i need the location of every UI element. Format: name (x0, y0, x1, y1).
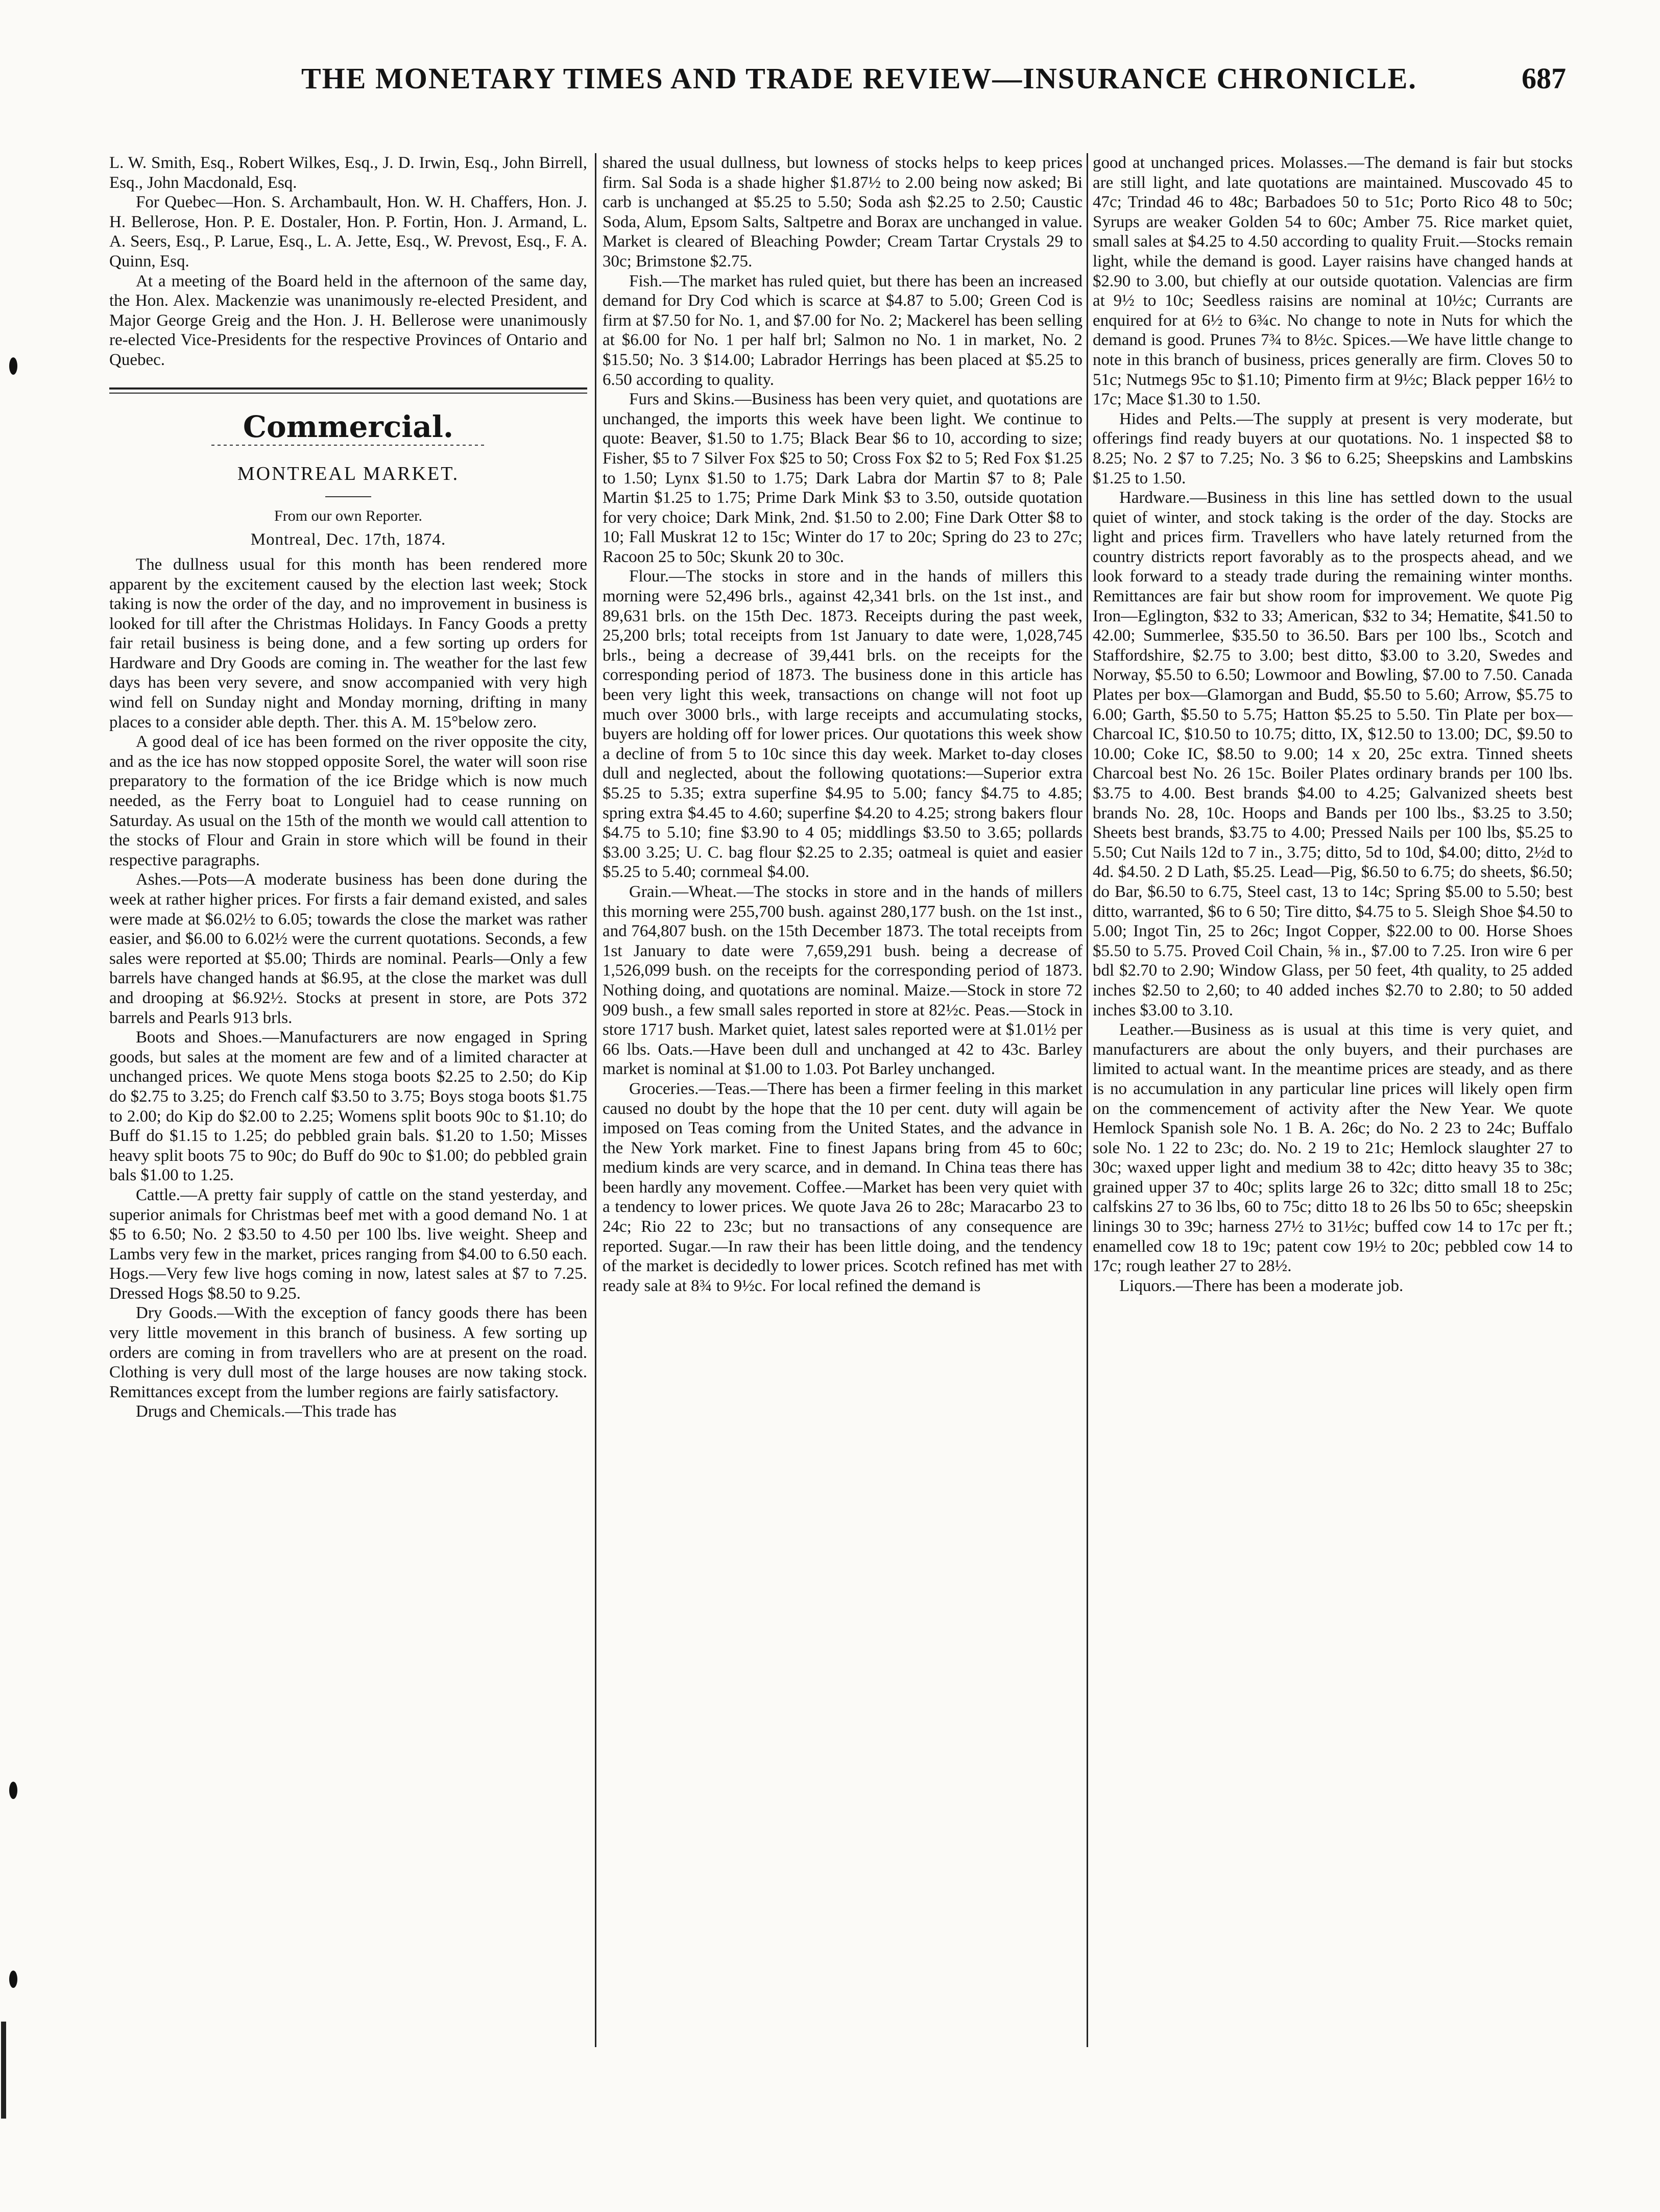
paragraph: L. W. Smith, Esq., Robert Wilkes, Esq., J. D. Irwin, Esq., John Birrell, Esq., John Macdonald, Esq. (109, 154, 587, 192)
column-2 (603, 153, 1082, 2052)
paragraph-flour: Flour.—The stocks in store and in the hands of millers this morning were 52,496 brls., against 42,341 brls. on the 1st inst., and 89,631 brls. on the 15th Dec. 1873. Receipts during the past week, 25,200 brls; total receipts from 1st January to date were, 1,028,745 brls., being a decrease of 39,441 brls. on the receipts for the corresponding period of 1873. The business done in this article has been very light this week, transactions on change will not foot up much over 3000 brls., with large receipts and accumulating stocks, buyers are holding off for lower prices. Our quotations this week show a decline of from 5 to 10c since this day week. Market to-day closes dull and neglected, about the following quotations:—Superior extra $5.25 to 5.35; extra superfine $4.95 to 5.00; fancy $4.75 to 4.85; spring extra $4.45 to 4.60; superfine $4.20 to 4.25; strong bakers flour $4.75 to 5.10; fine $3.90 to 4 05; middlings $3.50 to 3.65; pollards $3.00 3.25; U. C. bag flour $2.25 to 2.35; oatmeal is quiet and easier $5.25 to 5.40; cornmeal $4.00. (603, 567, 1082, 882)
paragraph-groceries: Groceries.—Teas.—There has been a firmer feeling in this market caused no doubt by the hope that the 10 per cent. duty will again be imposed on Teas coming from the United States, and the advance in the New York market. Fine to finest Japans bring from 45 to 60c; medium kinds are very scarce, and in demand. In China teas there has been hardly any movement. Coffee.—Market has been very quiet with a tendency to lower prices. We quote Java 26 to 28c; Maracarbo 23 to 24c; Rio 22 to 23c; but no transactions of any consequence are reported. Sugar.—In raw their has been little doing, and the tendency of the market is decidedly to lower prices. Scotch refined has met with ready sale at 8¾ to 9½c. For local refined the demand is (603, 1079, 1082, 1295)
paragraph-boots-and-shoes: Boots and Shoes.—Manufacturers are now engaged in Spring goods, but sales at the moment are few and of a limited character at unchanged prices. We quote Mens stoga boots $2.25 to 2.50; do Kip do $2.75 to 3.25; do French calf $3.50 to 3.75; Boys stoga boots $1.75 to 2.00; do Kip do $2.00 to 2.25; Womens split boots 90c to $1.10; do Buff do $1.15 to 1.25; do pebbled grain bals. $1.20 to 1.50; Misses heavy split boots 75 to 90c; do Buff do 90c to $1.00; do pebbled grain bals $1.00 to 1.25. (109, 1028, 587, 1185)
paragraph-dry-goods: Dry Goods.—With the exception of fancy goods there has been very little movement in this branch of business. A few sorting up orders are coming in from travellers who are at present on the road. Clothing is very dull most of the large houses are now taking stock. Remittances except from the lumber regions are fairly satisfactory. (109, 1304, 587, 1401)
paragraph-hardware: Hardware.—Business in this line has settled down to the usual quiet of winter, and stock taking is the order of the day. Stocks are light and prices firm. Travellers who have lately returned from the country districts report favorably as to the prospects ahead, and we look forward to a steady trade during the remaining winter months. Remittances are fair but show room for improvement. We quote Pig Iron—Eglington, $32 to 33; American, $32 to 34; Hematite, $41.50 to 42.00; Summerlee, $35.50 to 36.50. Bars per 100 lbs., Scotch and Staffordshire, $2.75 to 3.00; best ditto, $3.00 to 3.20, Swedes and Norway, $5.50 to 6.50; Lowmoor and Bowling, $7.00 to 7.50. Canada Plates per box—Glamorgan and Budd, $5.50 to 5.60; Arrow, $5.75 to 6.00; Garth, $5.50 to 5.75; Hatton $5.25 to 5.50. Tin Plate per box—Charcoal IC, $10.50 to 10.75; ditto, IX, $12.50 to 13.00; DC, $9.50 to 10.00; Coke IC, $8.50 to 9.00; 14 x 20, 25c extra. Tinned sheets Charcoal best No. 26 15c. Boiler Plates ordinary brands per 100 lbs. $3.75 to 4.00. Best brands $4.00 to 4.25; Galvanized sheets best brands No. 28, 10c. Hoops and Bands per 100 lbs., $3.25 to 3.50; Sheets best brands, $3.75 to 4.00; Pressed Nails per 100 lbs, $5.25 to 5.50; Cut Nails 12d to 7 in., 3.75; ditto, 5d to 10d, $4.00; ditto, 2½d to 4d. $4.50. 2 D Lath, $5.25. Lead—Pig, $6.50 to 6.75; do sheets, $6.50; do Bar, $6.50 to 6.75, Steel cast, 13 to 14c; Spring $5.00 to 5.50; best ditto, warranted, $6 to 6 50; Tire ditto, $4.75 to 5. Sleigh Shoe $4.50 to 5.00; Ingot Tin, 25 to 26c; Ingot Copper, $22.00 to 00. Horse Shoes $5.50 to 5.75. Proved Coil Chain, ⅝ in., $7.00 to 7.25. Iron wire 6 per bdl $2.70 to 2.90; Window Glass, per 50 feet, 4th quality, to 25 added inches $2.50 to 2,60; to 40 added inches $2.70 to 2.80; to 50 added inches $3.00 to 3.10. (1093, 489, 1573, 1019)
page-header (0, 61, 1660, 107)
column-divider (1087, 153, 1088, 2047)
paragraph: A good deal of ice has been formed on the river opposite the city, and as the ice has now stopped opposite Sorel, the water will soon rise preparatory to the formation of the ice Bridge which is now much needed, as the Ferry boat to Longuiel had to cease running on Saturday. As usual on the 15th of the month we would call attention to the stocks of Flour and Grain in store which will be found in their respective paragraphs. (109, 733, 587, 869)
article-heading: MONTREAL MARKET. (237, 463, 460, 485)
dateline: Montreal, Dec. 17th, 1874. (250, 530, 446, 549)
section-title: Commercial. (243, 409, 454, 444)
paragraph-drugs-and-chemicals: Drugs and Chemicals.—This trade has (136, 1402, 397, 1421)
paragraph-grain: Grain.—Wheat.—The stocks in store and in the hands of millers this morning were 255,700 bush. against 280,177 bush. on the 1st inst., and 764,807 bush. on the 15th December 1873. The total receipts from 1st January to date were 7,659,291 bush. being a decrease of 1,526,099 bush. on the receipts for the corresponding period of 1873. Nothing doing, and quotations are nominal. Maize.—Stock in store 72 909 bush., a few small sales reported in store at 82½c. Peas.—Stock in store 1717 bush. Market quiet, latest sales reported were at $1.01½ per 66 lbs. Oats.—Have been dull and unchanged at 42 to 43c. Barley market is nominal at $1.00 to 1.03. Pot Barley unchanged. (603, 882, 1082, 1079)
paragraph-furs-and-skins: Furs and Skins.—Business has been very quiet, and quotations are unchanged, the imports this week have been light. We continue to quote: Beaver, $1.50 to 1.75; Black Bear $6 to 10, according to size; Fisher, $5 to 7 Silver Fox $25 to 50; Cross Fox $2 to 5; Red Fox $1.25 to 1.50; Lynx $1.50 to 1.75; Dark Labra dor Martin $7 to 8; Pale Martin $1.25 to 1.75; Prime Dark Mink $3 to 3.50, outside quotation for very choice; Dark Mink, 2nd. $1.50 to 2.00; Fine Dark Otter $8 to 10; Fall Muskrat 12 to 15c; Winter do 17 to 20c; Spring do 23 to 27c; Racoon 25 to 50c; Skunk 20 to 30c. (603, 390, 1082, 566)
page-number: 687 (1522, 62, 1566, 95)
paragraph: At a meeting of the Board held in the afternoon of the same day, the Hon. Alex. Mackenzie was unanimously re-elected President, and Major George Greig and the Hon. J. H. Bellerose were unanimously re-elected Vice-Presidents for the respective Provinces of Ontario and Quebec. (109, 272, 587, 369)
byline: From our own Reporter. (274, 507, 422, 524)
margin-edge (1, 2022, 6, 2119)
paragraph: For Quebec—Hon. S. Archambault, Hon. W. H. Chaffers, Hon. J. H. Bellerose, Hon. P. E. Dostaler, Hon. P. Fortin, Hon. J. Armand, L. A. Seers, Esq., P. Larue, Esq., L. A. Jette, Esq., W. Prevost, Esq., F. A. Quinn, Esq. (109, 193, 587, 271)
paragraph: good at unchanged prices. Molasses.—The demand is fair but stocks are still light, and late quotations are maintained. Muscovado 45 to 47c; Trindad 46 to 48c; Barbadoes 50 to 51c; Porto Rico 48 to 50c; Syrups are weaker Golden 54 to 60c; Amber 75. Rice market quiet, small sales at $4.25 to 4.50 according to quality Fruit.—Stocks remain light, while the demand is good. Layer raisins have changed hands at $2.90 to 3.00, but chiefly at our outside quotation. Valencias are firm at 9½ to 10c; Seedless raisins are nominal at 10½c; Currants are enquired for at 6½ to 6¾c. No change to note in Nuts for which the demand is good. Prunes 7¾ to 8½c. Spices.—We have little change to note in this branch of business, prices generally are firm. Cloves 50 to 51c; Nutmegs 95c to $1.10; Pimento firm at 9½c; Black pepper 16½ to 17c; Mace $1.30 to 1.50. (1093, 154, 1573, 409)
column-1 (109, 153, 587, 2052)
paragraph-ashes: Ashes.—Pots—A moderate business has been done during the week at rather higher prices. For firsts a fair demand existed, and sales were made at $6.02½ to 6.05; towards the close the market was rather easier, and $6.00 to 6.02½ were the current quotations. Seconds, a few sales were reported at $5.00; Thirds are nominal. Pearls—Only a few barrels have changed hands at $6.95, at the close the market was dull and drooping at $6.92½. Stocks at present in store, are Pots 372 barrels and Pearls 913 brls. (109, 870, 587, 1027)
short-rule (325, 496, 371, 497)
publication-title: THE MONETARY TIMES AND TRADE REVIEW—INSURANCE CHRONICLE. (301, 62, 1417, 95)
paragraph-leather: Leather.—Business as is usual at this time is very quiet, and manufacturers are about the only buyers, and their purchases are limited to actual want. In the meantime prices are steady, and as there is no accumulation in any particular line prices will likely open firm on the commencement of activity after the New Year. We quote Hemlock Spanish sole No. 1 B. A. 26c; do No. 2 23 to 24c; Buffalo sole No. 1 22 to 23c; do. No. 2 19 to 21c; Hemlock slaughter 27 to 30c; waxed upper light and medium 38 to 42c; ditto heavy 35 to 38c; grained upper 37 to 40c; splits large 26 to 32c; ditto small 18 to 25c; calfskins 27 to 36 lbs, 60 to 75c; ditto 18 to 26 lbs 50 to 65c; sheepskin linings 30 to 39c; harness 27½ to 31½c; buffed cow 14 to 17c per ft.; enamelled cow 18 to 19c; patent cow 19½ to 20c; pebbled cow 14 to 17c; rough leather 27 to 28½. (1093, 1020, 1573, 1276)
paragraph-cattle: Cattle.—A pretty fair supply of cattle on the stand yesterday, and superior animals for Christmas beef met with a good demand No. 1 at $5 to 6.50; No. 2 $3.50 to 4.50 per 100 lbs. live weight. Sheep and Lambs very few in the market, prices ranging from $4.00 to 6.50 each. Hogs.—Very few live hogs coming in now, latest sales at $7 to 7.25. Dressed Hogs $8.50 to 9.25. (109, 1185, 587, 1303)
paragraph-hides-and-pelts: Hides and Pelts.—The supply at present is very moderate, but offerings find ready buyers at our quotations. No. 1 inspected $8 to 8.25; No. 2 $7 to 7.25; No. 3 $6 to 6.25; Sheepskins and Lambskins $1.25 to 1.50. (1093, 409, 1573, 488)
margin-mark (9, 357, 17, 375)
ornamental-rule (211, 445, 485, 446)
paragraph-liquors: Liquors.—There has been a moderate job. (1119, 1276, 1404, 1295)
margin-mark (9, 1782, 17, 1799)
column-3 (1093, 153, 1573, 2052)
column-divider (595, 153, 596, 2047)
paragraph: The dullness usual for this month has been rendered more apparent by the excitement caused by the election last week; Stock taking is now the order of the day, and no improvement in business is looked for till after the Christmas Holidays. In Fancy Goods a pretty fair retail business is being done, and a few sorting up orders for Hardware and Dry Goods are coming in. The weather for the last few days has been very severe, and snow accompanied with very high wind fell on Sunday night and Monday morning, drifting in many places to a consider able depth. Ther. this A. M. 15°below zero. (109, 555, 587, 732)
paragraph: shared the usual dullness, but lowness of stocks helps to keep prices firm. Sal Soda is a shade higher $1.87½ to 2.00 being now asked; Bi carb is unchanged at $5.25 to 5.50; Soda ash $2.25 to 2.50; Caustic Soda, Alum, Epsom Salts, Saltpetre and Borax are unchanged in value. Market is cleared of Bleaching Powder; Cream Tartar Crystals 29 to 30c; Brimstone $2.75. (603, 154, 1082, 271)
paragraph-fish: Fish.—The market has ruled quiet, but there has been an increased demand for Dry Cod which is scarce at $4.87 to 5.00; Green Cod is firm at $7.50 for No. 1, and $7.00 for No. 2; Mackerel has been selling at $6.00 for No. 1 per half brl; Salmon no No. 1 in market, No. 2 $15.50; No. 3 $14.00; Labrador Herrings has been placed at $5.25 to 6.50 according to quality. (603, 272, 1082, 389)
section-rule (109, 387, 587, 394)
margin-mark (9, 1971, 17, 1988)
